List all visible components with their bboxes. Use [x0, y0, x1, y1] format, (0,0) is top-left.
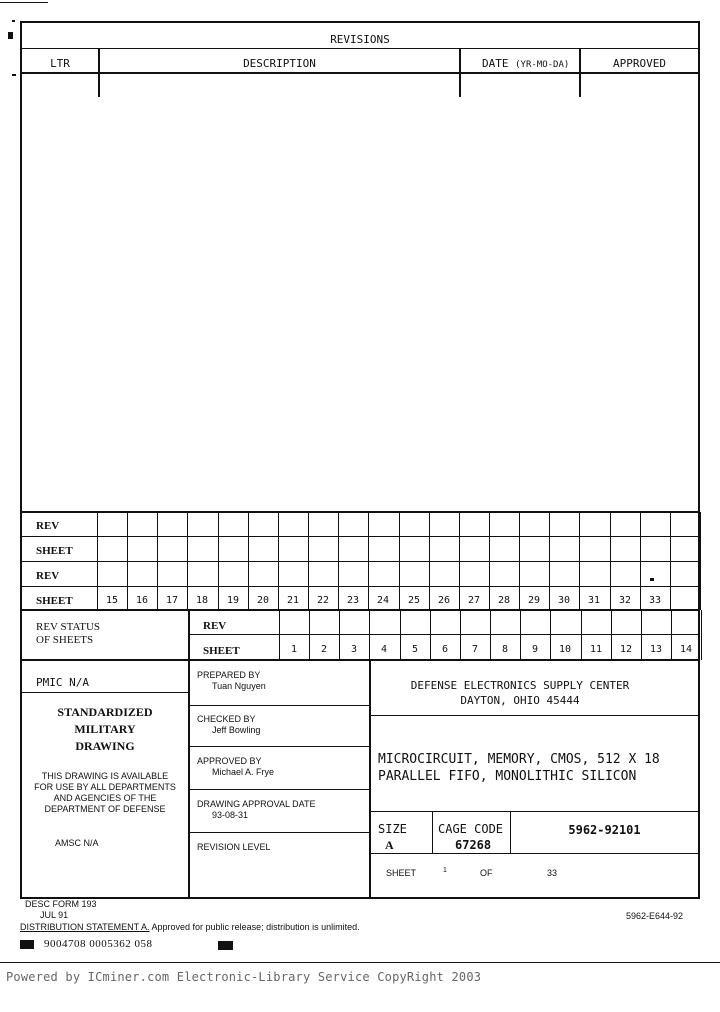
powered-by-notice: Powered by ICminer.com Electronic-Library Service CopyRight 2003 — [6, 970, 482, 984]
approval-date: 93-08-31 — [212, 810, 249, 820]
checked-by-label: CHECKED BY — [197, 714, 256, 724]
lower-sheet-number: 3 — [350, 644, 358, 655]
prepared-by-name: Tuan Nguyen — [212, 681, 266, 691]
of-sheets-label: OF SHEETS — [36, 634, 94, 646]
lower-sheet-number: 2 — [320, 644, 328, 655]
cage-code-value: 67268 — [455, 838, 492, 852]
approved-by-name: Michael A. Frye — [212, 767, 275, 777]
sheet-label: SHEET — [36, 595, 73, 607]
availability-line: THIS DRAWING IS AVAILABLE — [41, 771, 169, 781]
upper-sheet-number: 17 — [165, 595, 179, 606]
pmic: PMIC N/A — [36, 676, 89, 689]
size-value: A — [385, 838, 394, 852]
lower-sheet-number: 9 — [531, 644, 539, 655]
smd-line2: MILITARY — [74, 722, 136, 736]
scan-mark — [12, 20, 15, 22]
size-label: SIZE — [378, 822, 407, 836]
distribution-statement — [20, 922, 360, 932]
lower-sheet-number: 10 — [558, 644, 572, 655]
of-value: 33 — [547, 868, 558, 878]
upper-sheet-number: 28 — [497, 595, 511, 606]
lower-sheet-number: 4 — [380, 644, 388, 655]
form-number: 5962-E644-92 — [626, 911, 684, 921]
sheet-label: SHEET — [386, 868, 417, 878]
availability-line: AND AGENCIES OF THE — [53, 793, 157, 803]
barcode-bar-icon — [218, 941, 233, 950]
scan-mark — [12, 74, 16, 76]
sheet-value: 1 — [443, 867, 447, 874]
availability-line: FOR USE BY ALL DEPARTMENTS — [34, 782, 176, 792]
smd-line1: STANDARDIZED — [57, 705, 153, 719]
amsc: AMSC N/A — [55, 838, 99, 848]
upper-sheet-number: 26 — [437, 595, 451, 606]
upper-sheet-number: 21 — [286, 595, 300, 606]
upper-sheet-number: 16 — [135, 595, 149, 606]
smd-line3: DRAWING — [75, 739, 135, 753]
lower-sheet-number: 11 — [589, 644, 603, 655]
description-column-header: DESCRIPTION — [243, 57, 316, 70]
lower-rev-label: REV — [203, 620, 227, 632]
lower-sheet-number: 13 — [649, 644, 663, 655]
form-designation: DESC FORM 193 — [25, 899, 97, 909]
lower-sheet-number: 7 — [471, 644, 479, 655]
upper-sheet-number: 24 — [376, 595, 390, 606]
approved-column-header: APPROVED — [613, 57, 666, 70]
upper-sheet-number: 22 — [316, 595, 330, 606]
grid-line — [670, 512, 671, 610]
of-label: OF — [480, 868, 493, 878]
lower-sheet-number: 8 — [501, 644, 509, 655]
form-date: JUL 91 — [40, 910, 69, 920]
sheet-label: SHEET — [36, 545, 73, 557]
upper-sheet-number: 15 — [105, 595, 119, 606]
prepared-by-label: PREPARED BY — [197, 670, 261, 680]
revisions-title: REVISIONS — [330, 33, 390, 46]
upper-sheet-number: 31 — [587, 595, 601, 606]
approved-by-label: APPROVED BY — [197, 756, 262, 766]
distribution-label: DISTRIBUTION STATEMENT A. — [20, 922, 150, 932]
upper-sheet-number: 33 — [648, 595, 662, 606]
upper-sheet-number: 20 — [256, 595, 270, 606]
date-format: (YR-MO-DA) — [515, 60, 570, 70]
approval-date-label: DRAWING APPROVAL DATE — [197, 799, 316, 809]
availability-line: DEPARTMENT OF DEFENSE — [44, 804, 166, 814]
lower-sheet-number: 12 — [619, 644, 633, 655]
drawing-title-line2: PARALLEL FIFO, MONOLITHIC SILICON — [378, 769, 637, 784]
agency-name: DEFENSE ELECTRONICS SUPPLY CENTER — [410, 679, 630, 692]
lower-sheet-label: SHEET — [203, 645, 240, 657]
date-label: DATE — [482, 57, 509, 70]
upper-sheet-number: 23 — [346, 595, 360, 606]
grid-line — [700, 512, 701, 610]
ltr-column-header: LTR — [50, 57, 70, 70]
revision-level-label: REVISION LEVEL — [197, 842, 271, 852]
agency-address: DAYTON, OHIO 45444 — [460, 694, 580, 707]
rev-label: REV — [36, 520, 60, 532]
barcode-text: 9004708 0005362 058 — [44, 938, 153, 950]
rev-label: REV — [36, 570, 60, 582]
date-column-header — [482, 57, 569, 70]
drawing-number: 5962-92101 — [568, 823, 641, 837]
scan-mark — [650, 578, 654, 581]
grid-line — [701, 610, 702, 660]
upper-sheet-number: 19 — [226, 595, 240, 606]
lower-sheet-number: 1 — [290, 644, 298, 655]
scan-mark — [0, 2, 48, 3]
lower-sheet-number: 6 — [441, 644, 449, 655]
scan-mark — [8, 32, 13, 39]
lower-sheet-number: 5 — [411, 644, 419, 655]
upper-sheet-number: 32 — [618, 595, 632, 606]
upper-sheet-number: 25 — [407, 595, 421, 606]
lower-sheet-number: 14 — [679, 644, 693, 655]
cage-code-label: CAGE CODE — [438, 822, 504, 836]
checked-by-name: Jeff Bowling — [212, 725, 261, 735]
upper-sheet-number: 30 — [557, 595, 571, 606]
drawing-title-line1: MICROCIRCUIT, MEMORY, CMOS, 512 X 18 — [378, 752, 660, 767]
barcode-bar-icon — [20, 940, 34, 949]
rev-status-label: REV STATUS — [36, 621, 101, 633]
distribution-text: Approved for public release; distribution is unlimited. — [149, 922, 360, 932]
upper-sheet-number: 29 — [527, 595, 541, 606]
upper-sheet-number: 27 — [467, 595, 481, 606]
upper-sheet-number: 18 — [195, 595, 209, 606]
